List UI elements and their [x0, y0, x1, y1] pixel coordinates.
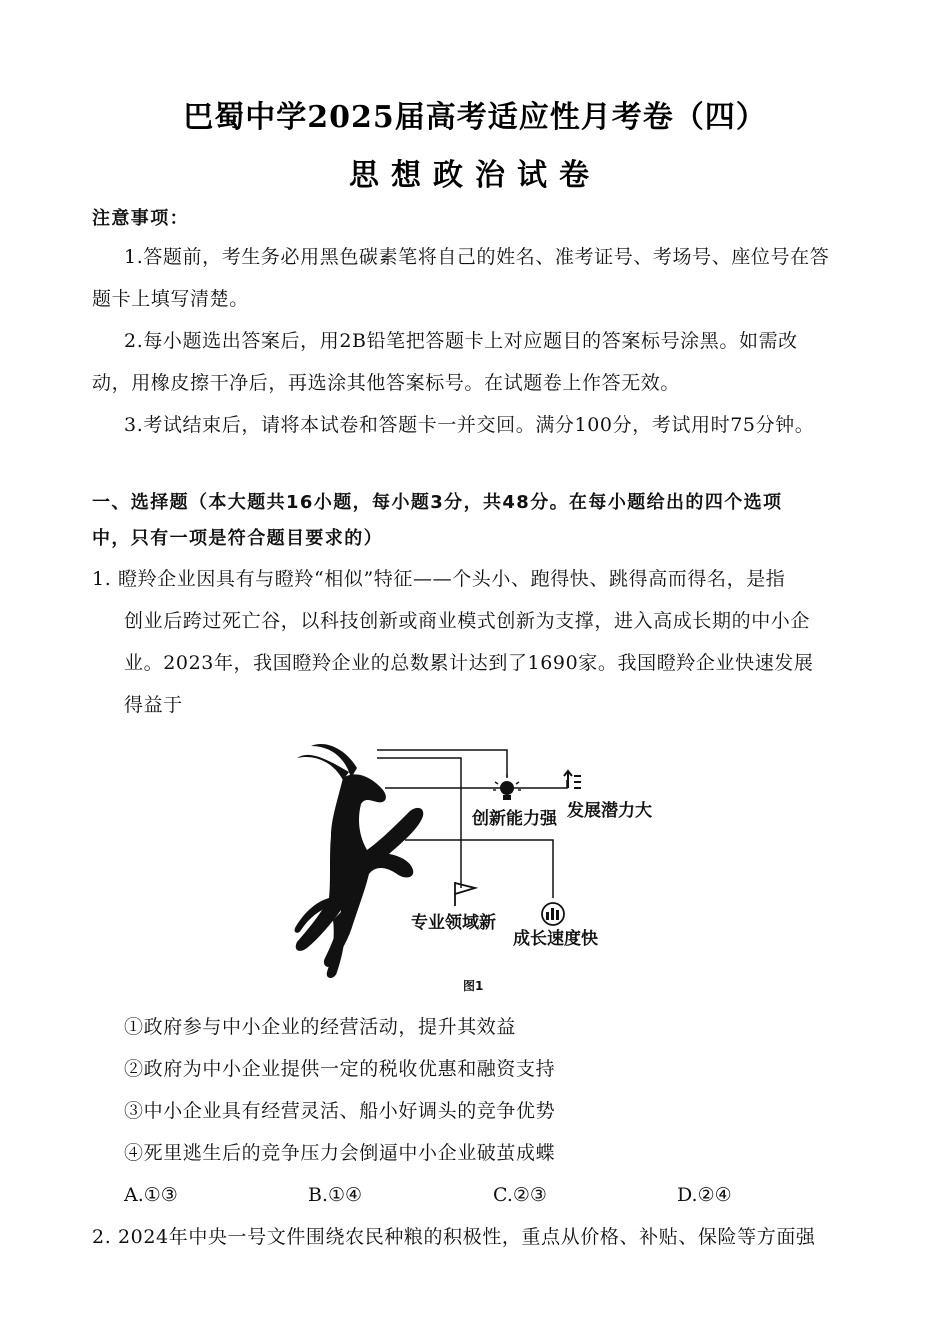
option-a: A.①③	[124, 1184, 178, 1206]
statement-3: ③中小企业具有经营灵活、船小好调头的竞争优势	[124, 1100, 556, 1122]
exam-subtitle: 思想政治试卷	[349, 158, 601, 193]
label-field: 专业领域新	[411, 913, 496, 933]
section-heading-line-1: 一、选择题（本大题共16小题，每小题3分，共48分。在每小题给出的四个选项	[92, 492, 783, 513]
gazelle-figure	[285, 728, 685, 998]
connector-potential	[385, 780, 567, 788]
figure-caption: 图1	[463, 979, 484, 993]
statement-2: ②政府为中小企业提供一定的税收优惠和融资支持	[124, 1058, 556, 1080]
question-1-line-4: 得益于	[124, 694, 183, 716]
section-heading-line-2: 中，只有一项是符合题目要求的）	[92, 528, 383, 549]
label-growth: 成长速度快	[513, 929, 598, 949]
growth-chart-icon	[542, 903, 564, 925]
connector-innovation	[377, 750, 507, 778]
notice-item-3-line-1: 3.考试结束后，请将本试卷和答题卡一并交回。满分100分，考试用时75分钟。	[124, 414, 815, 436]
question-2-line-1: 2. 2024年中央一号文件围绕农民种粮的积极性，重点从价格、补贴、保险等方面强	[92, 1226, 816, 1248]
question-1-line-3: 业。2023年，我国瞪羚企业的总数累计达到了1690家。我国瞪羚企业快速发展	[124, 652, 814, 674]
notice-heading: 注意事项：	[92, 208, 189, 229]
flag-icon	[455, 882, 475, 906]
notice-item-2-line-1: 2.每小题选出答案后，用2B铅笔把答题卡上对应题目的答案标号涂黑。如需改	[124, 330, 798, 352]
question-1-line-1: 1. 瞪羚企业因具有与瞪羚“相似”特征——个头小、跑得快、跳得高而得名，是指	[92, 568, 786, 590]
notice-item-1-line-1: 1.答题前，考生务必用黑色碳素笔将自己的姓名、准考证号、考场号、座位号在答	[124, 246, 830, 268]
statement-4: ④死里逃生后的竞争压力会倒逼中小企业破茧成蝶	[124, 1142, 556, 1164]
statement-1: ①政府参与中小企业的经营活动，提升其效益	[124, 1016, 517, 1038]
exam-title: 巴蜀中学2025届高考适应性月考卷（四）	[183, 100, 767, 135]
label-innovation: 创新能力强	[472, 809, 557, 829]
question-1-line-2: 创业后跨过死亡谷，以科技创新或商业模式创新为支撑，进入高成长期的中小企	[124, 610, 811, 632]
notice-item-2-line-2: 动，用橡皮擦干净后，再选涂其他答案标号。在试题卷上作答无效。	[92, 372, 681, 394]
option-c: C.②③	[493, 1184, 547, 1206]
connector-growth	[405, 840, 553, 898]
option-b: B.①④	[308, 1184, 363, 1206]
label-potential: 发展潜力大	[567, 801, 652, 821]
notice-item-1-line-2: 题卡上填写清楚。	[92, 288, 249, 310]
gazelle-silhouette-icon	[295, 744, 424, 978]
option-d: D.②④	[677, 1184, 732, 1206]
